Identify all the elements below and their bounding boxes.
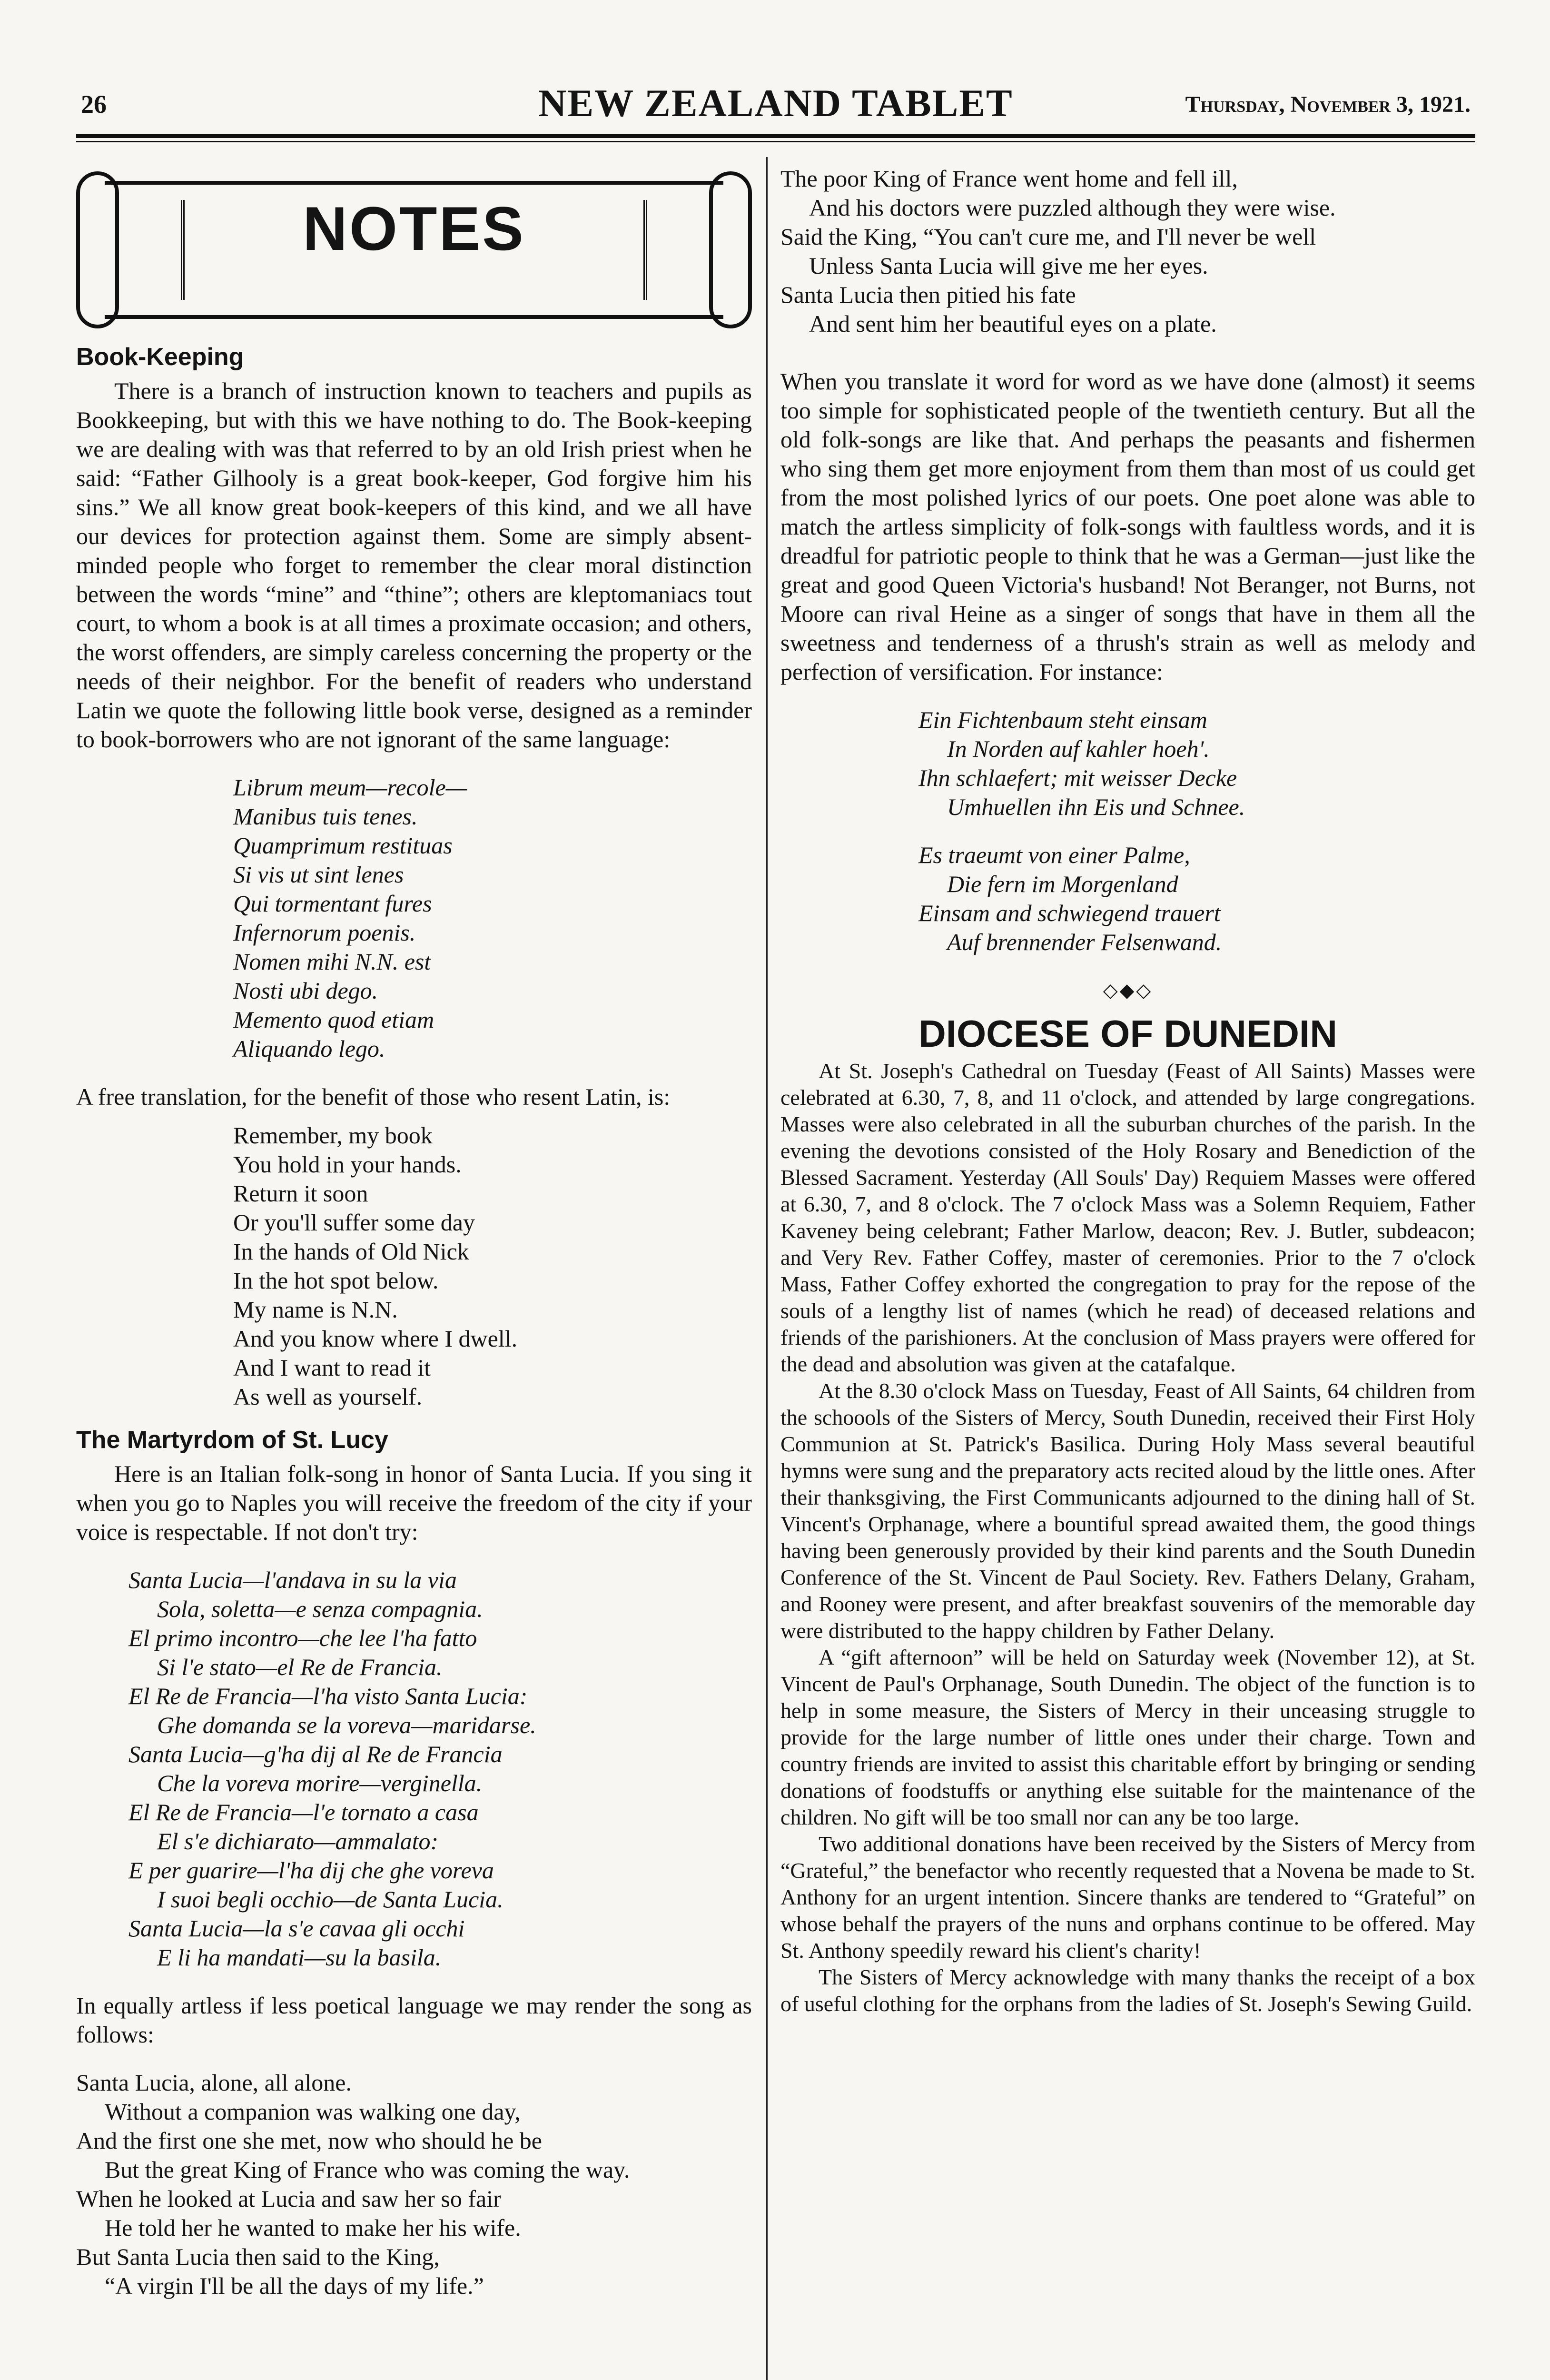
verse-line: Qui tormentant fures [233, 890, 432, 917]
german-verse-1 [918, 705, 1475, 822]
martyrdom-intro: Here is an Italian folk-song in honor of Santa Lucia. If you sing it when you go to Naples you will receive the freedom of the city if your voice is respectable. If not don't try: [76, 1460, 752, 1545]
section-divider-ornament: ◇◆◇ [1103, 980, 1153, 1001]
heine-paragraph: When you translate it word for word as we have done (almost) it seems too simple for sophisticated people of the twentieth century. But all the old folk-songs are like that. And perhaps the peasants and fishermen who sing them get more enjoyment from them than most of us could get from the most polished lyrics of our poets. One poet alone was able to match the artless simplicity of folk-songs with faultless words, and it is dreadful for patriotic people to think that he was a German—just like the great and good Queen Victoria's husband! Not Beranger, not Burns, not Moore can rival Heine as a singer of songs that have in them all the sweetness and tenderness of a thrush's strain as well as melody and perfection of versification. For instance: [780, 368, 1475, 685]
verse-line: El Re de Francia—l'e tornato a casa [128, 1799, 479, 1825]
verse-line: My name is N.N. [233, 1296, 398, 1323]
news-paragraph: The Sisters of Mercy acknowledge with many thanks the receipt of a box of useful clothing for the orphans from the ladies of St. Joseph's Sewing Guild. [780, 1965, 1475, 2016]
verse-line: The poor King of France went home and fell ill, [780, 165, 1238, 192]
verse-line: I suoi begli occhio—de Santa Lucia. [157, 1886, 504, 1913]
verse-line: Quamprimum restituas [233, 832, 453, 859]
diocese-news [780, 1058, 1475, 2017]
verse-line: Santa Lucia—g'ha dij al Re de Francia [128, 1741, 503, 1767]
column-divider [766, 157, 768, 2380]
verse-line: “A virgin I'll be all the days of my life.” [105, 2272, 484, 2299]
verse-line: Aliquando lego. [233, 1035, 385, 1062]
verse-line: And sent him her beautiful eyes on a plate. [809, 310, 1217, 337]
verse-line: Manibus tuis tenes. [233, 803, 418, 830]
page-header [76, 81, 1475, 129]
verse-line: And I want to read it [233, 1354, 431, 1381]
verse-line: Santa Lucia then pitied his fate [780, 281, 1076, 308]
verse-line: Santa Lucia—l'andava in su la via [128, 1567, 457, 1593]
news-paragraph: A “gift afternoon” will be held on Saturday week (November 12), at St. Vincent de Paul's Orphanage, South Dunedin. The object of the function is to help in some measure, the Sisters of Mercy in their unceasing struggle to provide for the large number of little ones under their charge. Town and country friends are invited to assist this charitable effort by bringing or sending donations of foodstuffs or anything else suitable for the maintenance of the children. No gift will be too small nor can any be too large. [780, 1645, 1475, 1829]
translation-verse [233, 1121, 752, 1411]
verse-line: Sola, soletta—e senza compagnia. [157, 1596, 483, 1622]
right-column [780, 164, 1475, 2017]
verse-line: Santa Lucia, alone, all alone. [76, 2069, 352, 2096]
verse-line: Nomen mihi N.N. est [233, 948, 431, 975]
scroll-ornament-right [709, 171, 752, 328]
verse-line: Ein Fichtenbaum steht einsam [918, 706, 1207, 733]
page-number: 26 [81, 90, 107, 119]
news-paragraph: At the 8.30 o'clock Mass on Tuesday, Feast of All Saints, 64 children from the schoools of the Sisters of Mercy, South Dunedin, received their First Holy Communion at St. Patrick's Basilica. During Holy Mass several beautiful hymns were sung and the preparatory acts recited aloud by the little ones. After their thanksgiving, the First Communicants adjourned to the dining hall of St. Vincent's Orphanage, where a bountiful spread awaited them, the good things having been generously provided by their kind parents and the South Dunedin Conference of the St. Vincent de Paul Society. Rev. Fathers Delany, Graham, and Rooney were present, and after breakfast souvenirs of the memorable day were distributed to the happy children by Father Delany. [780, 1378, 1475, 1643]
verse-line: Einsam and schwiegend trauert [918, 900, 1221, 926]
verse-line: Die fern im Morgenland [947, 871, 1178, 897]
verse-line: Said the King, “You can't cure me, and I'll never be well [780, 223, 1316, 250]
verse-line: But Santa Lucia then said to the King, [76, 2243, 440, 2270]
verse-line: Memento quod etiam [233, 1006, 434, 1033]
verse-line: And you know where I dwell. [233, 1325, 518, 1352]
header-rule [76, 134, 1475, 138]
left-column [76, 171, 752, 2301]
verse-line: Ihn schlaefert; mit weisser Decke [918, 764, 1237, 791]
verse-line: But the great King of France who was coming the way. [105, 2156, 630, 2183]
verse-line: E per guarire—l'ha dij che ghe voreva [128, 1857, 494, 1884]
verse-line: E li ha mandati—su la basila. [157, 1944, 442, 1971]
verse-line: Nosti ubi dego. [233, 977, 378, 1004]
verse-line: And his doctors were puzzled although they were wise. [809, 194, 1336, 221]
verse-line: In the hands of Old Nick [233, 1238, 469, 1265]
notes-banner [76, 171, 752, 328]
verse-line: Si vis ut sint lenes [233, 861, 404, 888]
latin-verse [233, 773, 752, 1063]
render-intro: In equally artless if less poetical language we may render the song as follows: [76, 1992, 752, 2048]
header-rule-thin [76, 141, 1475, 142]
notes-title: NOTES [303, 194, 525, 263]
verse-line: Si l'e stato—el Re de Francia. [157, 1654, 443, 1680]
news-paragraph: Two additional donations have been received by the Sisters of Mercy from “Grateful,” the benefactor who recently requested that a Novena be made to St. Anthony for an urgent intention. Sincere thanks are tendered to “Grateful” on whose behalf the prayers of the nuns and orphans continue to be offered. May St. Anthony speedily reward his client's charity! [780, 1832, 1475, 1963]
german-verse-2 [918, 841, 1475, 957]
english-song-continued [780, 164, 1475, 338]
book-keeping-paragraph: There is a branch of instruction known to teachers and pupils as Bookkeeping, but with this we have nothing to do. The Book-keeping we are dealing with was that referred to by an old Irish priest when he said: “Father Gilhooly is a great book-keeper, God forgive him his sins.” We all know great book-keepers of this kind, and we all have our devices for protection against them. Some are simply absent-minded people who forget to remember the clear moral distinction between the words “mine” and “thine”; others are kleptomaniacs tout court, to whom a book is at all times a proximate occasion; and others, the worst offenders, are simply careless concerning the property or the needs of their neighbor. For the benefit of readers who understand Latin we quote the following little book verse, designed as a reminder to book-borrowers who are not ignorant of the same language: [76, 377, 752, 753]
english-song [76, 2068, 752, 2301]
verse-line: Che la voreva morire—verginella. [157, 1770, 483, 1796]
verse-line: As well as yourself. [233, 1383, 423, 1410]
section-heading-martyrdom: The Martyrdom of St. Lucy [76, 1426, 388, 1454]
verse-line: Remember, my book [233, 1122, 433, 1149]
verse-line: Unless Santa Lucia will give me her eyes. [809, 252, 1208, 279]
verse-line: Without a companion was walking one day, [105, 2098, 521, 2125]
verse-line: El Re de Francia—l'ha visto Santa Lucia: [128, 1683, 528, 1709]
verse-line: Es traeumt von einer Palme, [918, 842, 1190, 868]
verse-line: When he looked at Lucia and saw her so fair [76, 2185, 501, 2212]
verse-line: Santa Lucia—la s'e cavaa gli occhi [128, 1915, 465, 1942]
verse-line: El s'e dichiarato—ammalato: [157, 1828, 439, 1854]
verse-line: In Norden auf kahler hoeh'. [947, 735, 1210, 762]
translation-intro: A free translation, for the benefit of those who resent Latin, is: [76, 1083, 671, 1110]
banner-rule-top [105, 181, 723, 185]
verse-line: He told her he wanted to make her his wife. [105, 2214, 521, 2241]
verse-line: Return it soon [233, 1180, 368, 1207]
italian-verse [128, 1566, 752, 1972]
scroll-ornament-left [76, 171, 119, 328]
verse-line: Umhuellen ihn Eis und Schnee. [947, 793, 1245, 820]
verse-line: And the first one she met, now who should he be [76, 2127, 543, 2154]
verse-line: Librum meum—recole— [233, 774, 467, 801]
news-paragraph: At St. Joseph's Cathedral on Tuesday (Feast of All Saints) Masses were celebrated at 6.30, 7, 8, and 11 o'clock, and attended by large congregations. Masses were also celebrated in all the suburban churches of the parish. In the evening the devotions consisted of the Holy Rosary and Benediction of the Blessed Sacrament. Yesterday (All Souls' Day) Requiem Masses were offered at 6.30, 7, and 8 o'clock. The 7 o'clock Mass was a Solemn Requiem, Father Kaveney being celebrant; Father Marlow, deacon; Rev. J. Butler, subdeacon; and Very Rev. Father Coffey, master of ceremonies. Prior to the 7 o'clock Mass, Father Coffey exhorted the congregation to pray for the repose of the souls of a lengthy list of names (which he read) of deceased relations and friends of the parishioners. At the conclusion of Mass prayers were offered for the dead and absolution was given at the catafalque. [780, 1059, 1475, 1376]
verse-line: Auf brennender Felsenwand. [947, 929, 1222, 955]
verse-line: You hold in your hands. [233, 1151, 462, 1178]
verse-line: Or you'll suffer some day [233, 1209, 475, 1236]
diocese-heading: DIOCESE OF DUNEDIN [918, 1012, 1338, 1055]
issue-date: Thursday, November 3, 1921. [1185, 92, 1471, 117]
verse-line: Ghe domanda se la voreva—maridarse. [157, 1712, 536, 1738]
verse-line: El primo incontro—che lee l'ha fatto [128, 1625, 477, 1651]
banner-rule-bottom [105, 315, 723, 319]
verse-line: In the hot spot below. [233, 1267, 439, 1294]
section-heading-book-keeping: Book-Keeping [76, 343, 244, 371]
masthead: NEW ZEALAND TABLET [538, 81, 1013, 125]
verse-line: Infernorum poenis. [233, 919, 416, 946]
